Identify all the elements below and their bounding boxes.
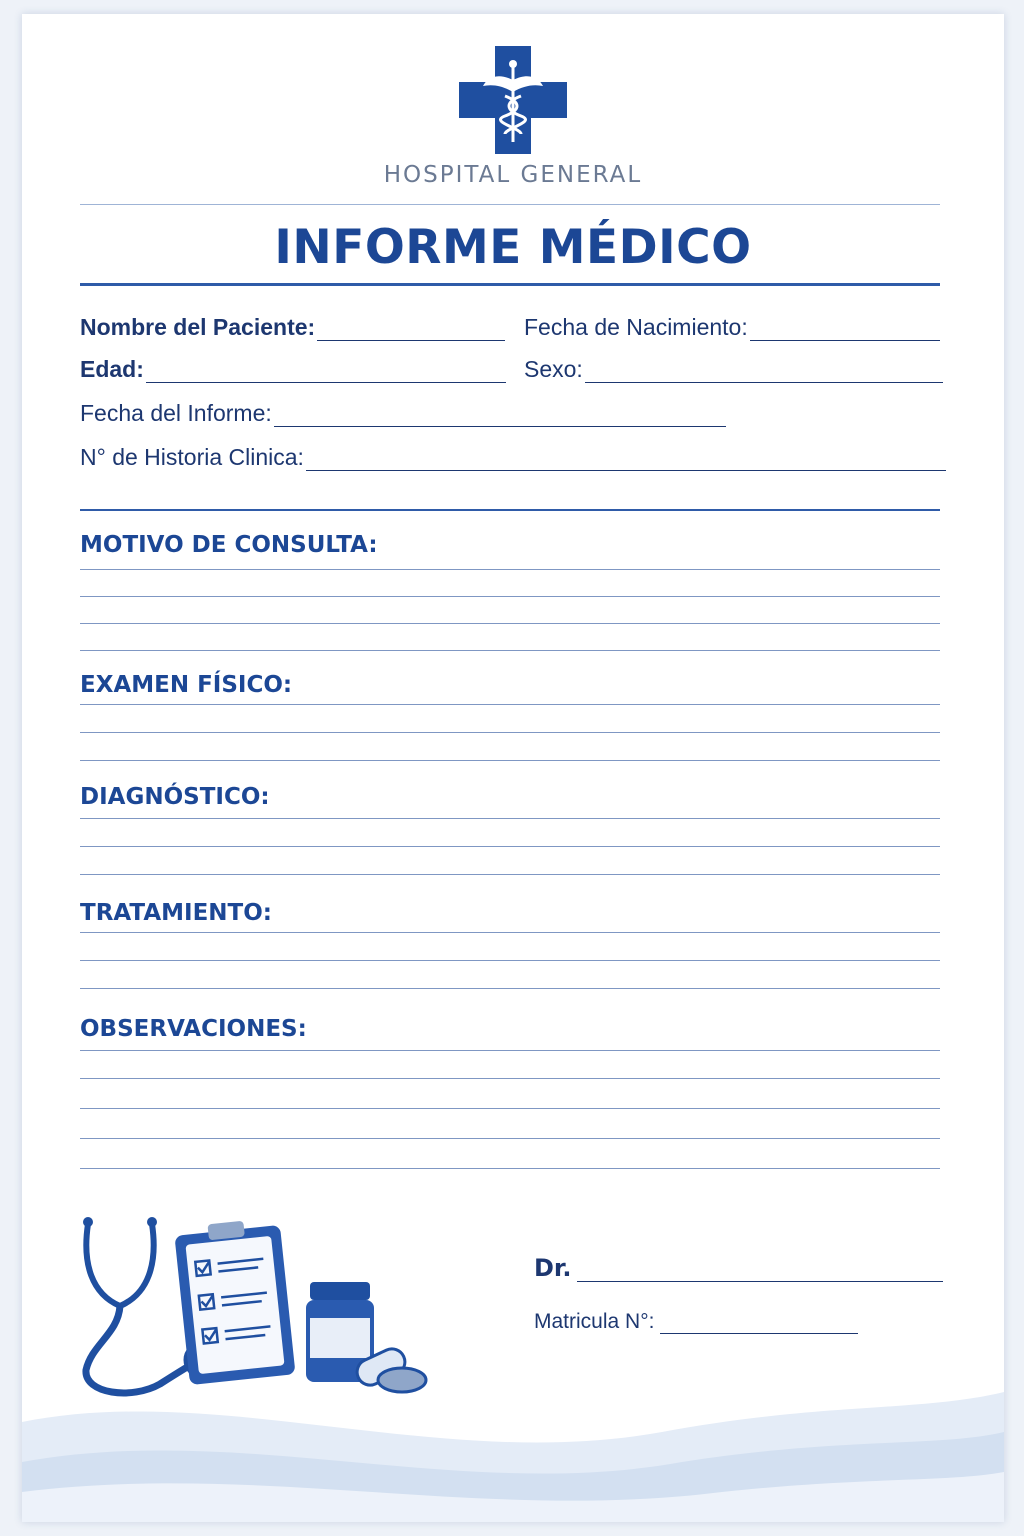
section-motivo-title: MOTIVO DE CONSULTA:	[80, 532, 378, 558]
write-line[interactable]	[80, 932, 940, 933]
write-line[interactable]	[80, 846, 940, 847]
write-line[interactable]	[80, 596, 940, 597]
patient-name-label: Nombre del Paciente:	[80, 314, 316, 340]
write-line[interactable]	[80, 1138, 940, 1139]
write-line[interactable]	[80, 732, 940, 733]
report-date-line[interactable]	[274, 406, 726, 427]
age-field[interactable]	[80, 356, 506, 383]
birth-date-line[interactable]	[750, 320, 940, 341]
report-date-label: Fecha del Informe:	[80, 400, 272, 426]
write-line[interactable]	[80, 1168, 940, 1169]
age-label: Edad:	[80, 356, 144, 382]
write-line[interactable]	[80, 960, 940, 961]
caduceus-icon	[459, 46, 567, 154]
write-line[interactable]	[80, 1050, 940, 1051]
license-number-field[interactable]	[534, 1310, 858, 1334]
license-number-line[interactable]	[660, 1315, 858, 1334]
birth-date-label: Fecha de Nacimiento:	[524, 314, 748, 340]
write-line[interactable]	[80, 704, 940, 705]
write-line[interactable]	[80, 988, 940, 989]
sex-line[interactable]	[585, 362, 943, 383]
write-line[interactable]	[80, 650, 940, 651]
birth-date-field[interactable]	[524, 314, 940, 341]
write-line[interactable]	[80, 1078, 940, 1079]
sex-field[interactable]	[524, 356, 943, 383]
fields-divider	[80, 509, 940, 511]
page-title: INFORME MÉDICO	[274, 220, 752, 275]
section-diagnostico-title: DIAGNÓSTICO:	[80, 784, 270, 810]
record-number-label: N° de Historia Clinica:	[80, 444, 304, 470]
write-line[interactable]	[80, 874, 940, 875]
doctor-label: Dr.	[534, 1254, 572, 1282]
doctor-signature-field[interactable]	[534, 1254, 943, 1282]
record-number-field[interactable]	[80, 444, 946, 471]
age-line[interactable]	[146, 362, 506, 383]
write-line[interactable]	[80, 569, 940, 570]
patient-name-line[interactable]	[317, 320, 505, 341]
patient-name-field[interactable]	[80, 314, 505, 341]
clipboard-icon	[174, 1221, 295, 1385]
write-line[interactable]	[80, 760, 940, 761]
section-observaciones-title: OBSERVACIONES:	[80, 1016, 307, 1042]
section-tratamiento-title: TRATAMIENTO:	[80, 900, 272, 926]
license-label: Matricula N°:	[534, 1310, 655, 1333]
report-date-field[interactable]	[80, 400, 726, 427]
write-line[interactable]	[80, 818, 940, 819]
write-line[interactable]	[80, 623, 940, 624]
title-underline	[80, 283, 940, 286]
hospital-name: HOSPITAL GENERAL	[383, 162, 643, 188]
record-number-line[interactable]	[306, 450, 946, 471]
write-line[interactable]	[80, 1108, 940, 1109]
medical-report-sheet	[22, 14, 1004, 1522]
section-examen-title: EXAMEN FÍSICO:	[80, 672, 293, 698]
header-divider	[80, 204, 940, 205]
sex-label: Sexo:	[524, 356, 583, 382]
doctor-signature-line[interactable]	[577, 1261, 943, 1282]
medical-illustration	[72, 1194, 432, 1404]
